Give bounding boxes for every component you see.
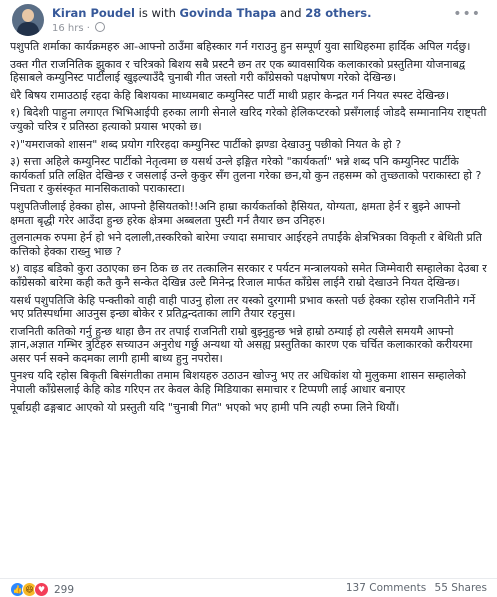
avatar-head — [22, 9, 34, 22]
post-paragraph: यसर्थ पशुपतिजि केहि पन्क्तीको वाही वाही पाउनु होला तर यस्को दुरगामी प्रभाव कस्तो पर्छ हेक्का रहोस राजनितीने गर्ने भए प्रतिस्पर्धामा आउनुस इन्छा बोकेर र प्रतिद्वन्दताका लागि तैयार रहनुस। — [10, 293, 476, 321]
post-footer — [0, 578, 497, 597]
shares-link[interactable]: 55 Shares — [434, 582, 487, 594]
post-body — [10, 40, 487, 414]
tagged-person-link[interactable]: Govinda Thapa — [179, 6, 277, 20]
post-paragraph: पशुपतिजीलाई हेक्का होस, आफ्नो हैसियतको!!अनि हाम्रा कार्यकर्ताको हैसियत, योग्यता, क्षमता हेर्न र बुझ्ने आफ्नो क्षमता बृद्धी गरेर आउँदा हुन्छ हरेक क्षेत्रमा अब्बलता पुस्टी गर्न तैयार छन उनिहरु। — [10, 199, 461, 227]
haha-reaction-icon: 😆 — [22, 582, 37, 597]
post-time: 16 hrs · — [52, 22, 372, 35]
post-header — [10, 0, 487, 40]
avatar-torso — [17, 22, 39, 36]
and-text: and — [279, 6, 302, 20]
post-paragraph: २)"यमराजको शासन" शब्द प्रयोग गरिरहदा कम्युनिस्ट पार्टीको झण्डा देखाउनु पछीको नियत के हो ? — [10, 137, 402, 151]
author-line — [52, 6, 372, 20]
love-reaction-icon: ♥ — [34, 582, 49, 597]
post-paragraph: राजनिती कतिको गर्नु हुन्छ थाहा छैन तर तपाई राजनिती राम्रो बुझ्नुहुन्छ भन्ने हाम्रो ठम्याई हो त्यसैले समयमै आफ्नो ज्ञान,अज्ञात गम्भिर त्रुटिहरु सच्याउन अनुरोध गर्छु अन्यथा यो असह्य प्रस्तुतिका कारण एक चर्चित कलाकारको करीयरमा असर पर्न सक्ने कदमका लागी हामी बाध्य हुनु नपरोस। — [10, 324, 473, 365]
post-meta — [52, 6, 372, 35]
reaction-count[interactable]: 299 — [54, 583, 75, 596]
timestamp-link[interactable]: 16 hrs — [52, 23, 84, 34]
post-paragraph: पुनश्च यदि रहोस बिकृती बिसंगतीका तमाम बिशयहरु उठाउन खोज्नु भए तर अधिकांश यो मुलुकमा शासन सम्हालेको नेपाली काँग्रेसलाई केहि कोड गरिएन तर केवल केहि मिडियाका समाचार र टिप्पणी लाई आधार बनाएर — [10, 369, 466, 397]
with-text: is with — [138, 6, 176, 20]
post-paragraph: पशुपति शर्माका कार्यक्रमहरु आ-आफ्नो ठाउँमा बहिस्कार गर्न गराउनु हुन सम्पूर्ण युवा साथिहरुमा हार्दिक अपिल गर्दछु। — [10, 40, 471, 53]
globe-icon[interactable] — [95, 22, 105, 32]
post-paragraph: धेरै बिषय रामाउठाई रहदा केहि बिशयका माध्यमबाट कम्युनिस्ट पार्टी माथी प्रहार केन्द्रत गर्न नियत स्पस्ट देखिन्छ। — [10, 88, 450, 102]
author-avatar[interactable] — [12, 4, 44, 36]
others-link[interactable]: 28 others. — [305, 6, 372, 20]
post-paragraph: तुलनात्मक रुपमा हेर्न हो भने दलाली,तस्करिको बारेमा ज्यादा समाचार आईरहने तपाईंके क्षेत्रभित्रका विकृती र बेथिती प्रति कत्तिको हेक्का राख्नु भाछ ? — [10, 231, 482, 258]
post-paragraph: पूर्बाग्रही ढङ्गबाट आएको यो प्रस्तुती यदि "चुनाबी गित" भएको भए हामी पनि त्यही रुप्मा लिने थियौं। — [10, 400, 400, 414]
reactions-summary[interactable] — [10, 582, 74, 597]
engagement-stats — [341, 582, 487, 594]
post-paragraph: १) बिदेशी पाहुना लगाएत भिभिआईपी हरुका लागी सेनाले खरिद गरेको हेलिकप्टरको प्रसँगलाई जोडदै सम्मानानिय राष्ट्पती ज्युको चरित्र र प्रतिस्ठा हत्याको प्रयास भएको छ। — [10, 106, 487, 133]
ellipsis-icon[interactable]: ••• — [453, 6, 481, 22]
post-paragraph: ४) वाइड बडिको कुरा उठाएका छन ठिक छ तर तत्कालिन सरकार र पर्यटन मन्त्रालयको समेत जिम्मेवारी सम्हालेका देउबा र काँग्रेसको बारेमा कही कतै कुनै सन्केत देखिन्न उल्टै मिनेन्द्र रिजाल मार्फत काँग्रेस लाईनै राम्रो देखाउने नियत देखिन्छ। — [10, 262, 487, 289]
post-paragraph: ३) सत्ता अहिले कम्युनिस्ट पार्टीको नेतृत्वमा छ यसर्थ उन्ले इङ्गित गरेको "कार्यकर्ता" भन्ने शब्द पनि कम्युनिस्ट पार्टीके कार्यकर्ता प्रति लक्षित देखिन्छ र जसलाई उन्ले कुकुर सँग तुलना गरेका छन,यो कुन तहसम्म को तुच्छताको पराकास्टा हो ?निचता र कुसंस्कृत मानसिकताको पराकास्टा। — [10, 155, 482, 196]
comments-link[interactable]: 137 Comments — [345, 582, 427, 594]
author-name-link[interactable]: Kiran Poudel — [52, 6, 135, 20]
like-reaction-icon: 👍 — [10, 582, 25, 597]
post-paragraph: उक्त गीत राजनितिक झुकाव र चरित्रको बिशय सबै प्रस्टनै छन तर एक ब्यावसायिक कलाकारको प्रस्तुतिमा योजनाबद्व हिसाबले कम्युनिस्ट पार्टीलाई खुइल्याउँदै चुनाबी गीत जस्तो गरी काँग्रेसको पक्षपोषण गरेको देखिन्छ। — [10, 57, 466, 85]
